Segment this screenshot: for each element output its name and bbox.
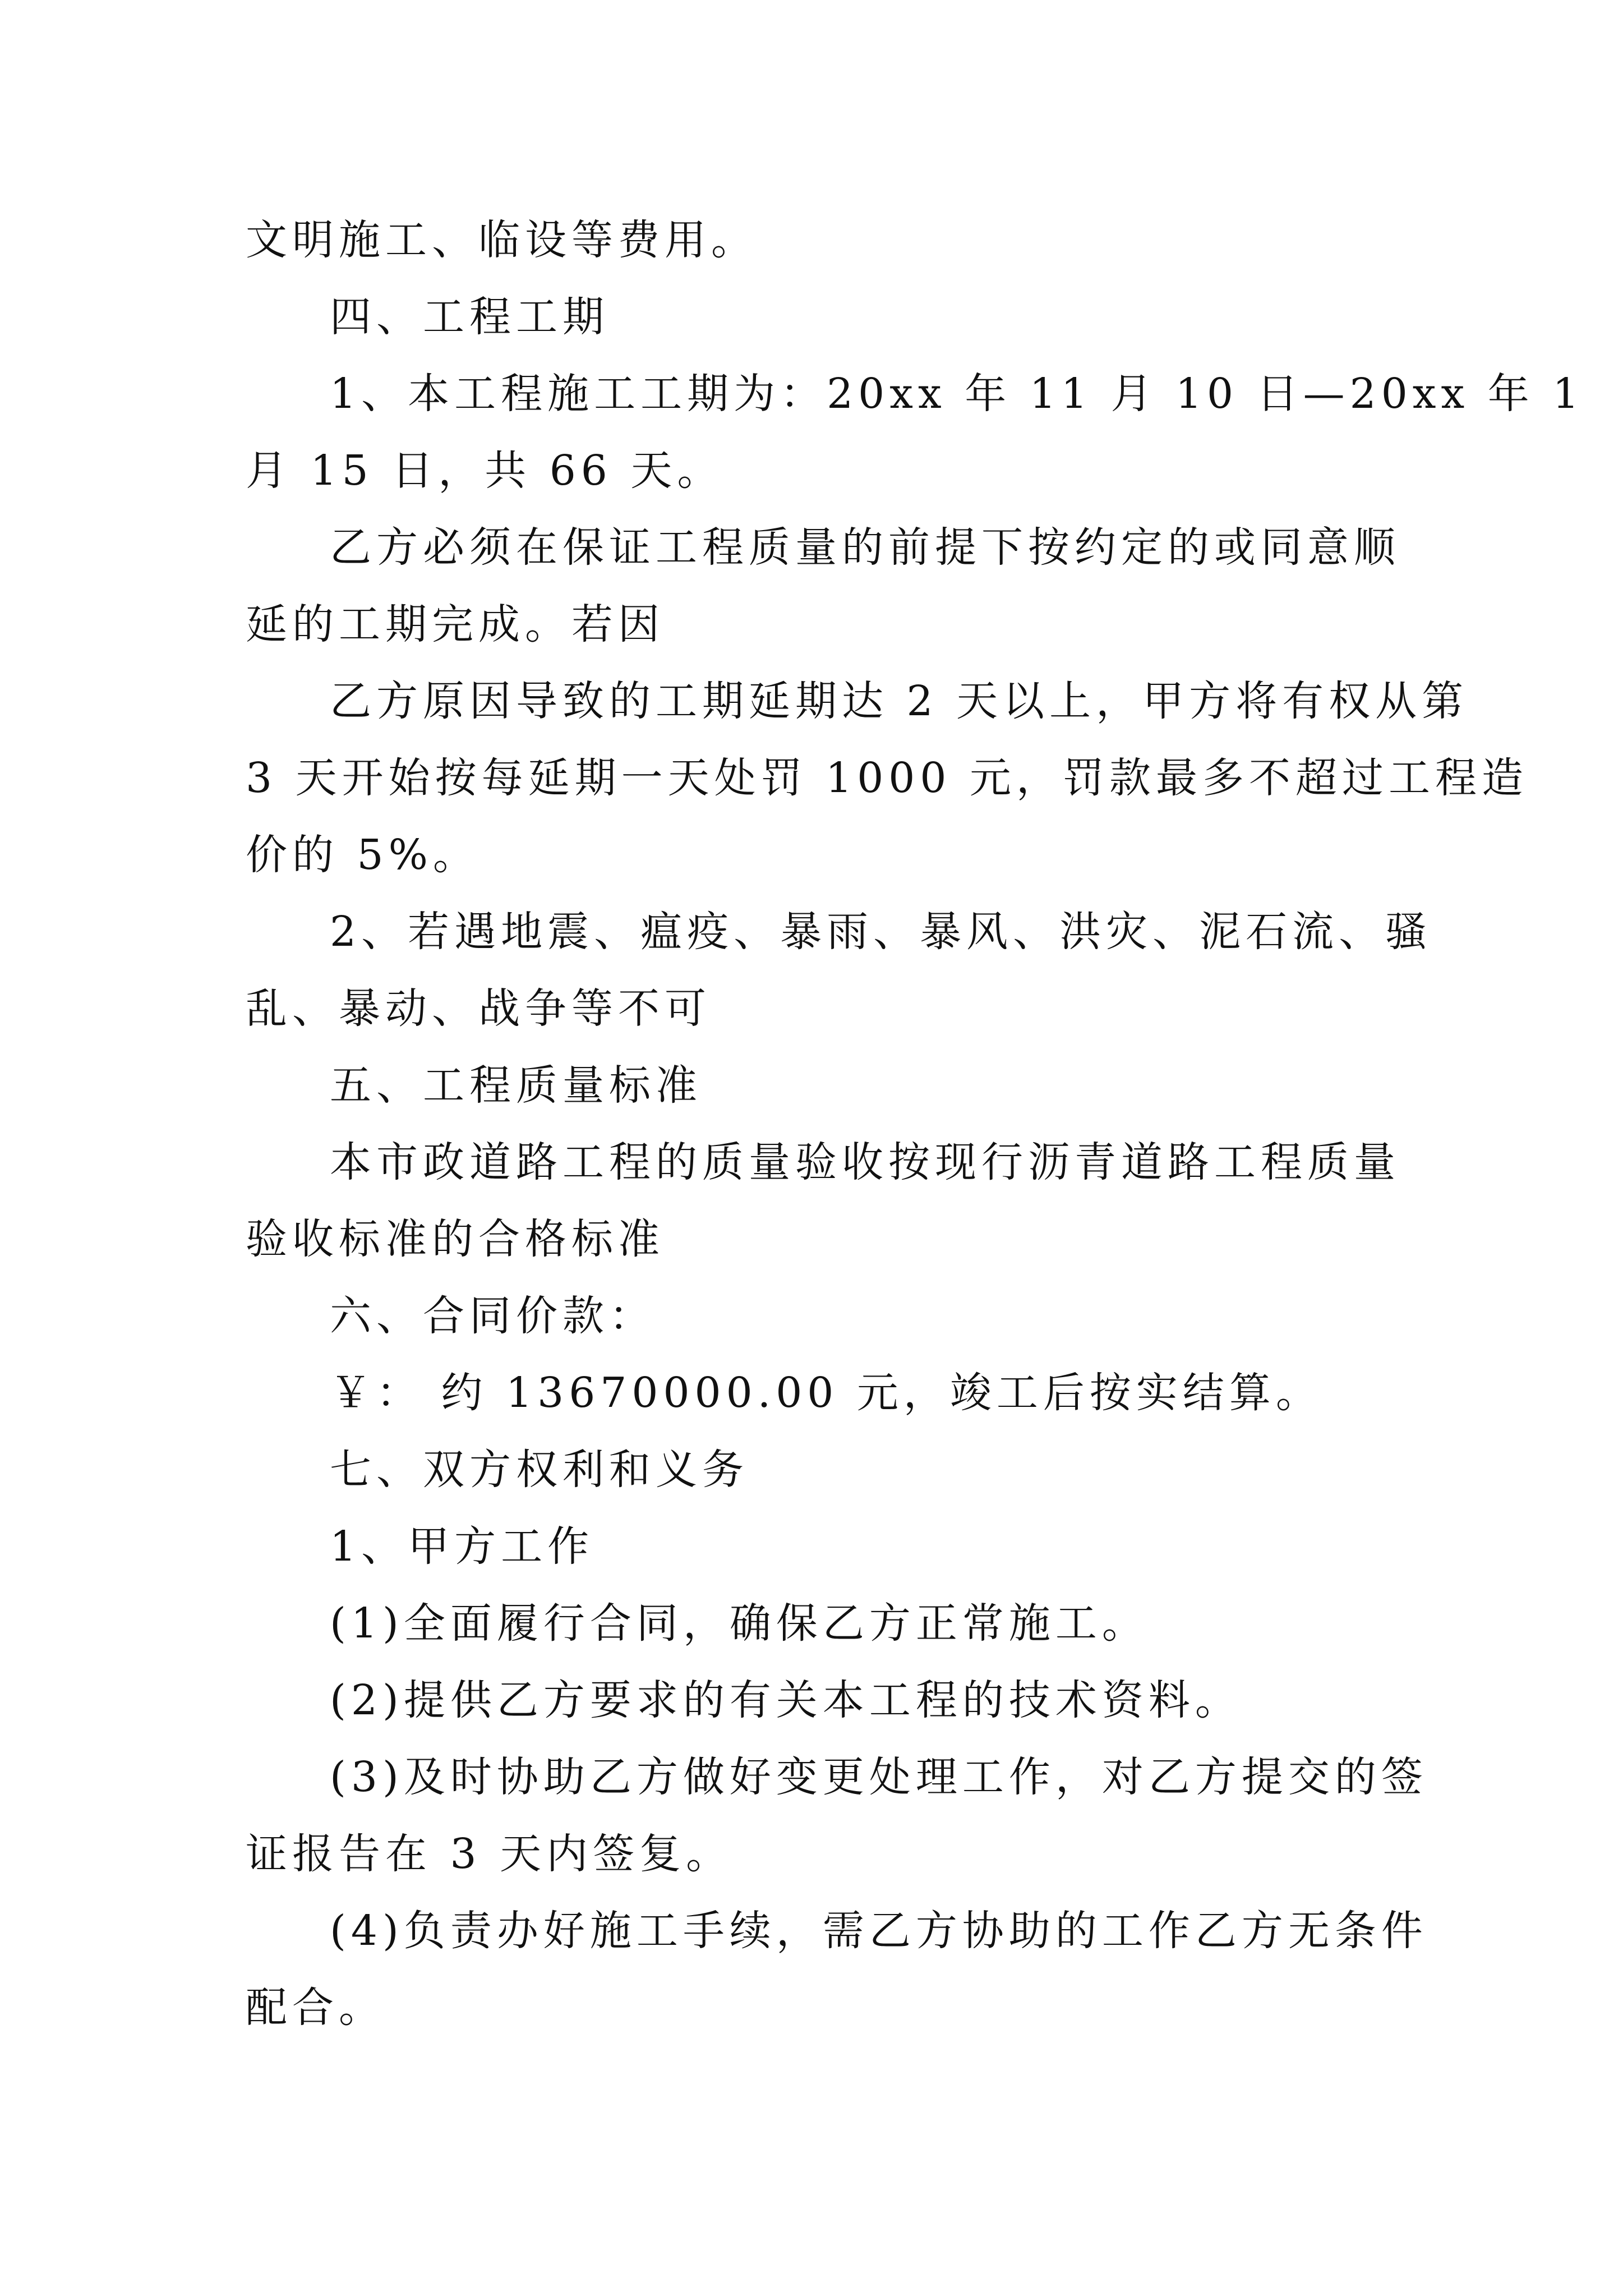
text-line-11: 乱、暴动、战争等不可	[246, 984, 711, 1033]
text-line-6: 延的工期完成。若因	[246, 600, 665, 648]
list-item-3: (3)及时协助乙方做好变更处理工作，对乙方提交的签	[330, 1753, 1428, 1801]
list-item-4-continued: 配合。	[246, 1984, 385, 2032]
text-line-4: 月 15 日，共 66 天。	[246, 447, 724, 495]
text-line-3: 1、本工程施工工期为：20xx 年 11 月 10 日—20xx 年 1	[330, 370, 1584, 418]
section-heading-quality: 五、工程质量标准	[330, 1061, 702, 1110]
document-body	[246, 202, 1584, 2046]
text-line-8: 3 天开始按每延期一天处罚 1000 元，罚款最多不超过工程造	[246, 754, 1528, 802]
text-line-9: 价的 5%。	[246, 831, 479, 879]
section-heading-rights: 七、双方权利和义务	[330, 1446, 749, 1494]
list-item-3-continued: 证报告在 3 天内签复。	[246, 1830, 733, 1878]
section-heading-price: 六、合同价款：	[330, 1292, 656, 1340]
text-line-14: 验收标准的合格标准	[246, 1215, 665, 1263]
subsection-heading-party-a: 1、甲方工作	[330, 1522, 594, 1571]
text-line-1: 文明施工、临设等费用。	[246, 216, 758, 264]
list-item-2: (2)提供乙方要求的有关本工程的技术资料。	[330, 1676, 1242, 1724]
text-line-5: 乙方必须在保证工程质量的前提下按约定的或同意顺	[330, 523, 1400, 572]
section-heading-schedule: 四、工程工期	[330, 293, 609, 341]
list-item-1: (1)全面履行合同，确保乙方正常施工。	[330, 1599, 1149, 1648]
list-item-4: (4)负责办好施工手续，需乙方协助的工作乙方无条件	[330, 1907, 1428, 1955]
text-line-13: 本市政道路工程的质量验收按现行沥青道路工程质量	[330, 1138, 1400, 1186]
contract-price-line: ￥： 约 13670000.00 元，竣工后按实结算。	[330, 1369, 1322, 1417]
text-line-10: 2、若遇地震、瘟疫、暴雨、暴风、洪灾、泥石流、骚	[330, 908, 1432, 956]
text-line-7: 乙方原因导致的工期延期达 2 天以上，甲方将有权从第	[330, 677, 1469, 725]
